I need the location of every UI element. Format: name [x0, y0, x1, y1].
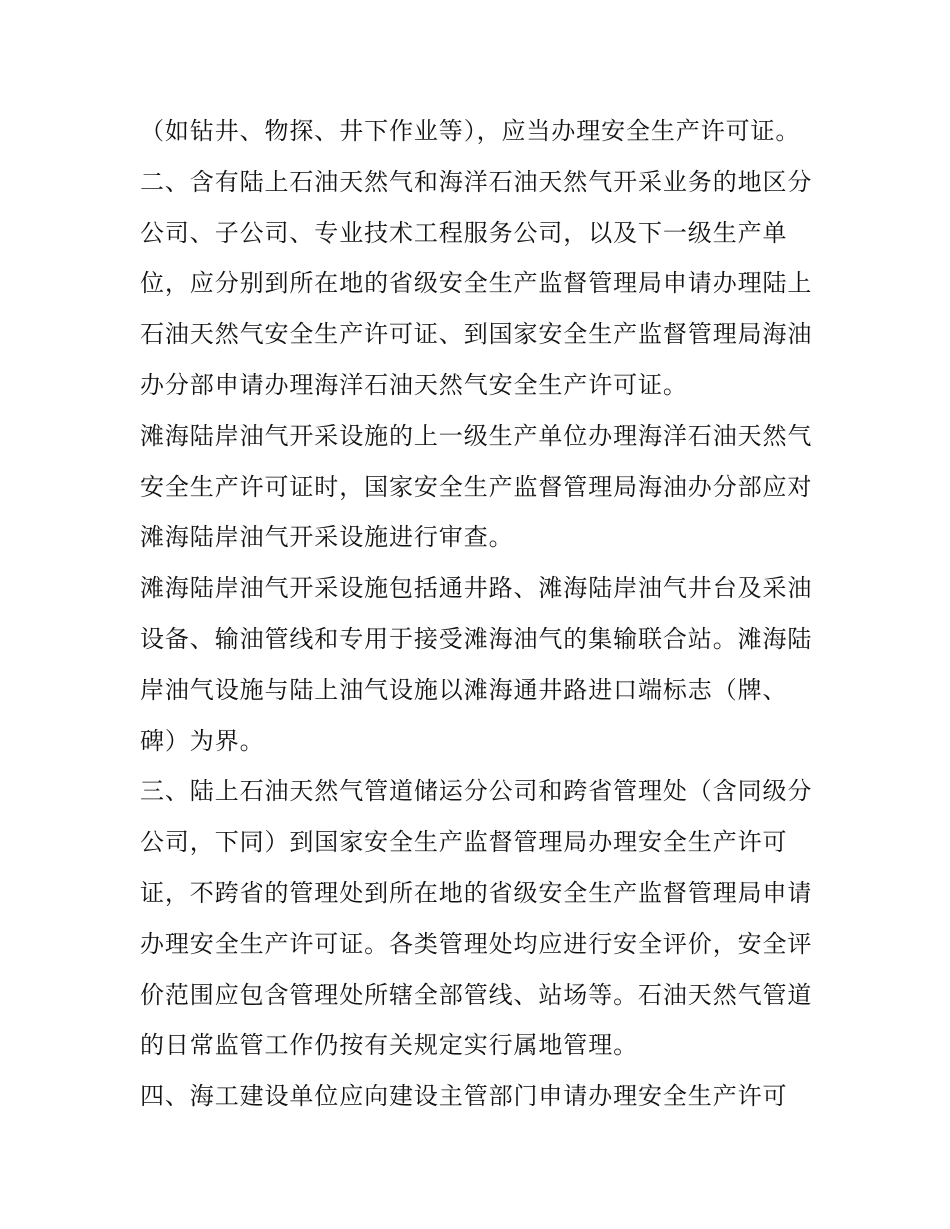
text-line: 证，不跨省的管理处到所在地的省级安全生产监督管理局申请: [140, 878, 813, 907]
paragraph-item-2: [140, 157, 820, 411]
text-line: 位，应分别到所在地的省级安全生产监督管理局申请办理陆上: [140, 269, 813, 298]
text-line: 办理安全生产许可证。各类管理处均应进行安全评价，安全评: [140, 929, 813, 958]
text-line: 办分部申请办理海洋石油天然气安全生产许可证。: [140, 370, 688, 399]
text-line: 石油天然气安全生产许可证、到国家安全生产监督管理局海油: [140, 320, 813, 349]
text-line: 滩海陆岸油气开采设施的上一级生产单位办理海洋石油天然气: [140, 421, 813, 450]
text-line: 滩海陆岸油气开采设施进行审查。: [140, 523, 514, 552]
paragraph-tidal-scope: [140, 563, 820, 766]
text-line: 公司、子公司、专业技术工程服务公司，以及下一级生产单: [140, 218, 788, 247]
paragraph-tidal-review: [140, 411, 820, 563]
text-line: 公司，下同）到国家安全生产监督管理局办理安全生产许可: [140, 828, 788, 857]
text-line: 滩海陆岸油气开采设施包括通井路、滩海陆岸油气井台及采油: [140, 574, 813, 603]
text-line: 碑）为界。: [140, 726, 265, 755]
text-line: 岸油气设施与陆上油气设施以滩海通井路进口端标志（牌、: [140, 675, 788, 704]
text-line: 的日常监管工作仍按有关规定实行属地管理。: [140, 1031, 638, 1060]
paragraph-intro: [140, 106, 820, 157]
text-line: 四、海工建设单位应向建设主管部门申请办理安全生产许可: [140, 1082, 788, 1111]
document-body: [140, 106, 820, 1122]
text-line: 安全生产许可证时，国家安全生产监督管理局海油办分部应对: [140, 472, 813, 501]
paragraph-item-4: [140, 1071, 820, 1122]
paragraph-item-3: [140, 766, 820, 1071]
text-line: 价范围应包含管理处所辖全部管线、站场等。石油天然气管道: [140, 980, 813, 1009]
text-line: （如钻井、物探、井下作业等），应当办理安全生产许可证。: [140, 117, 801, 145]
text-line: 二、含有陆上石油天然气和海洋石油天然气开采业务的地区分: [140, 167, 813, 196]
text-line: 设备、输油管线和专用于接受滩海油气的集输联合站。滩海陆: [140, 624, 813, 653]
text-line: 三、陆上石油天然气管道储运分公司和跨省管理处（含同级分: [140, 777, 813, 806]
